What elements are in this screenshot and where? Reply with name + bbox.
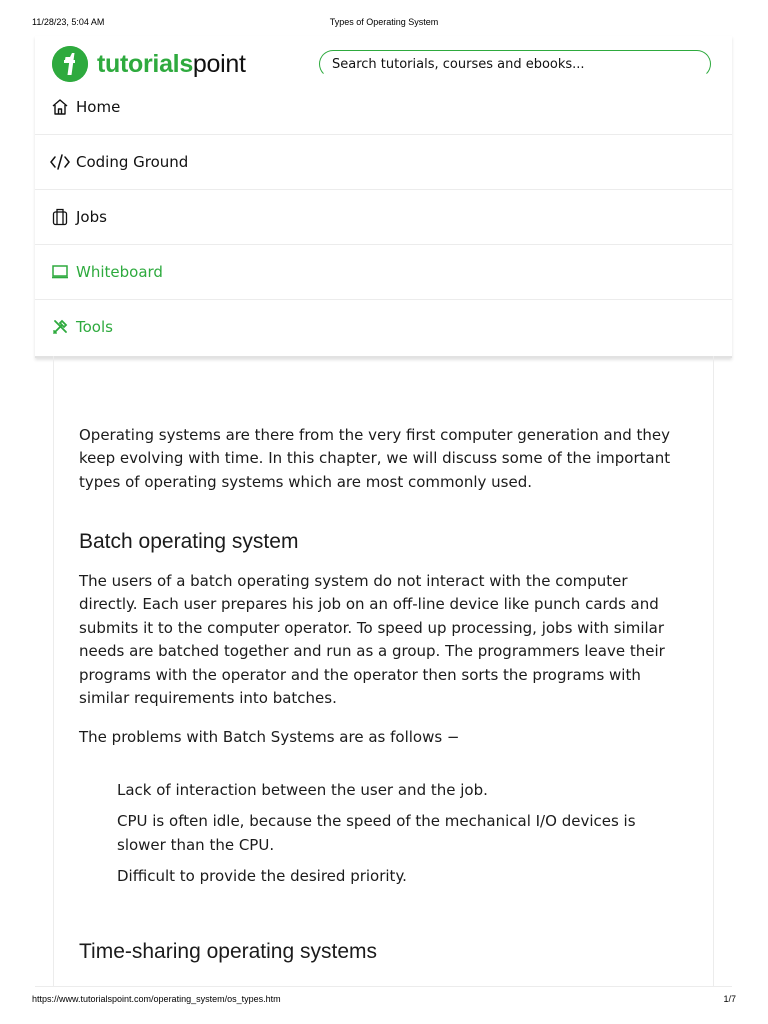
print-datetime: 11/28/23, 5:04 AM xyxy=(32,17,105,27)
problems-intro: The problems with Batch Systems are as follows − xyxy=(79,728,460,746)
print-url: https://www.tutorialspoint.com/operating_system/os_types.htm xyxy=(32,994,281,1004)
list-item: Difficult to provide the desired priority. xyxy=(117,867,407,886)
nav-item-label: Whiteboard xyxy=(76,263,163,281)
problems-list xyxy=(117,779,677,897)
page-number: 1/7 xyxy=(723,994,736,1004)
code-icon xyxy=(50,153,70,171)
whiteboard-icon xyxy=(50,263,70,281)
print-footer xyxy=(32,994,736,1008)
list-item: Lack of interaction between the user and the job. xyxy=(117,781,488,799)
nav-item-tools[interactable] xyxy=(35,299,732,354)
batch-paragraph: The users of a batch operating system do not interact with the computer directly. Each user prepares his job on an off-line device like punch cards and submits it to the computer operator. To speed up processing, jobs with similar needs are batched together and run as a group. The programmers leave their programs with the operator and the operator then sorts the programs with similar requirements into batches. xyxy=(79,572,665,708)
nav-item-label: Jobs xyxy=(76,208,107,226)
divider xyxy=(35,986,732,987)
print-header xyxy=(32,17,736,31)
tools-icon xyxy=(50,318,70,336)
nav-item-label: Tools xyxy=(76,318,113,336)
home-icon xyxy=(50,98,70,116)
nav-item-coding-ground[interactable] xyxy=(35,134,732,189)
print-page-title: Types of Operating System xyxy=(329,17,439,27)
article-intro xyxy=(79,424,689,494)
intro-paragraph: Operating systems are there from the very first computer generation and they keep evolving with time. In this chapter, we will discuss some of the important types of operating systems which are most commonly used. xyxy=(79,426,671,491)
logo-wordmark-regular: point xyxy=(192,49,246,78)
logo[interactable] xyxy=(52,46,246,82)
nav-menu xyxy=(35,80,732,354)
nav-item-label: Home xyxy=(76,98,121,116)
search-input[interactable] xyxy=(319,50,711,78)
site-header xyxy=(35,36,732,358)
section-heading-timesharing: Time-sharing operating systems xyxy=(79,940,377,963)
nav-item-label: Coding Ground xyxy=(76,153,189,171)
search-placeholder: Search tutorials, courses and ebooks... xyxy=(332,56,585,72)
nav-item-whiteboard[interactable] xyxy=(35,244,732,299)
logo-mark-icon xyxy=(52,46,88,82)
briefcase-icon xyxy=(50,208,70,226)
logo-wordmark xyxy=(97,49,246,78)
nav-item-home[interactable] xyxy=(35,80,732,134)
logo-wordmark-bold: tutorials xyxy=(97,49,193,78)
nav-item-jobs[interactable] xyxy=(35,189,732,244)
section-heading-batch: Batch operating system xyxy=(79,530,299,553)
list-item: CPU is often idle, because the speed of the mechanical I/O devices is slower than the CPU. xyxy=(117,812,636,854)
